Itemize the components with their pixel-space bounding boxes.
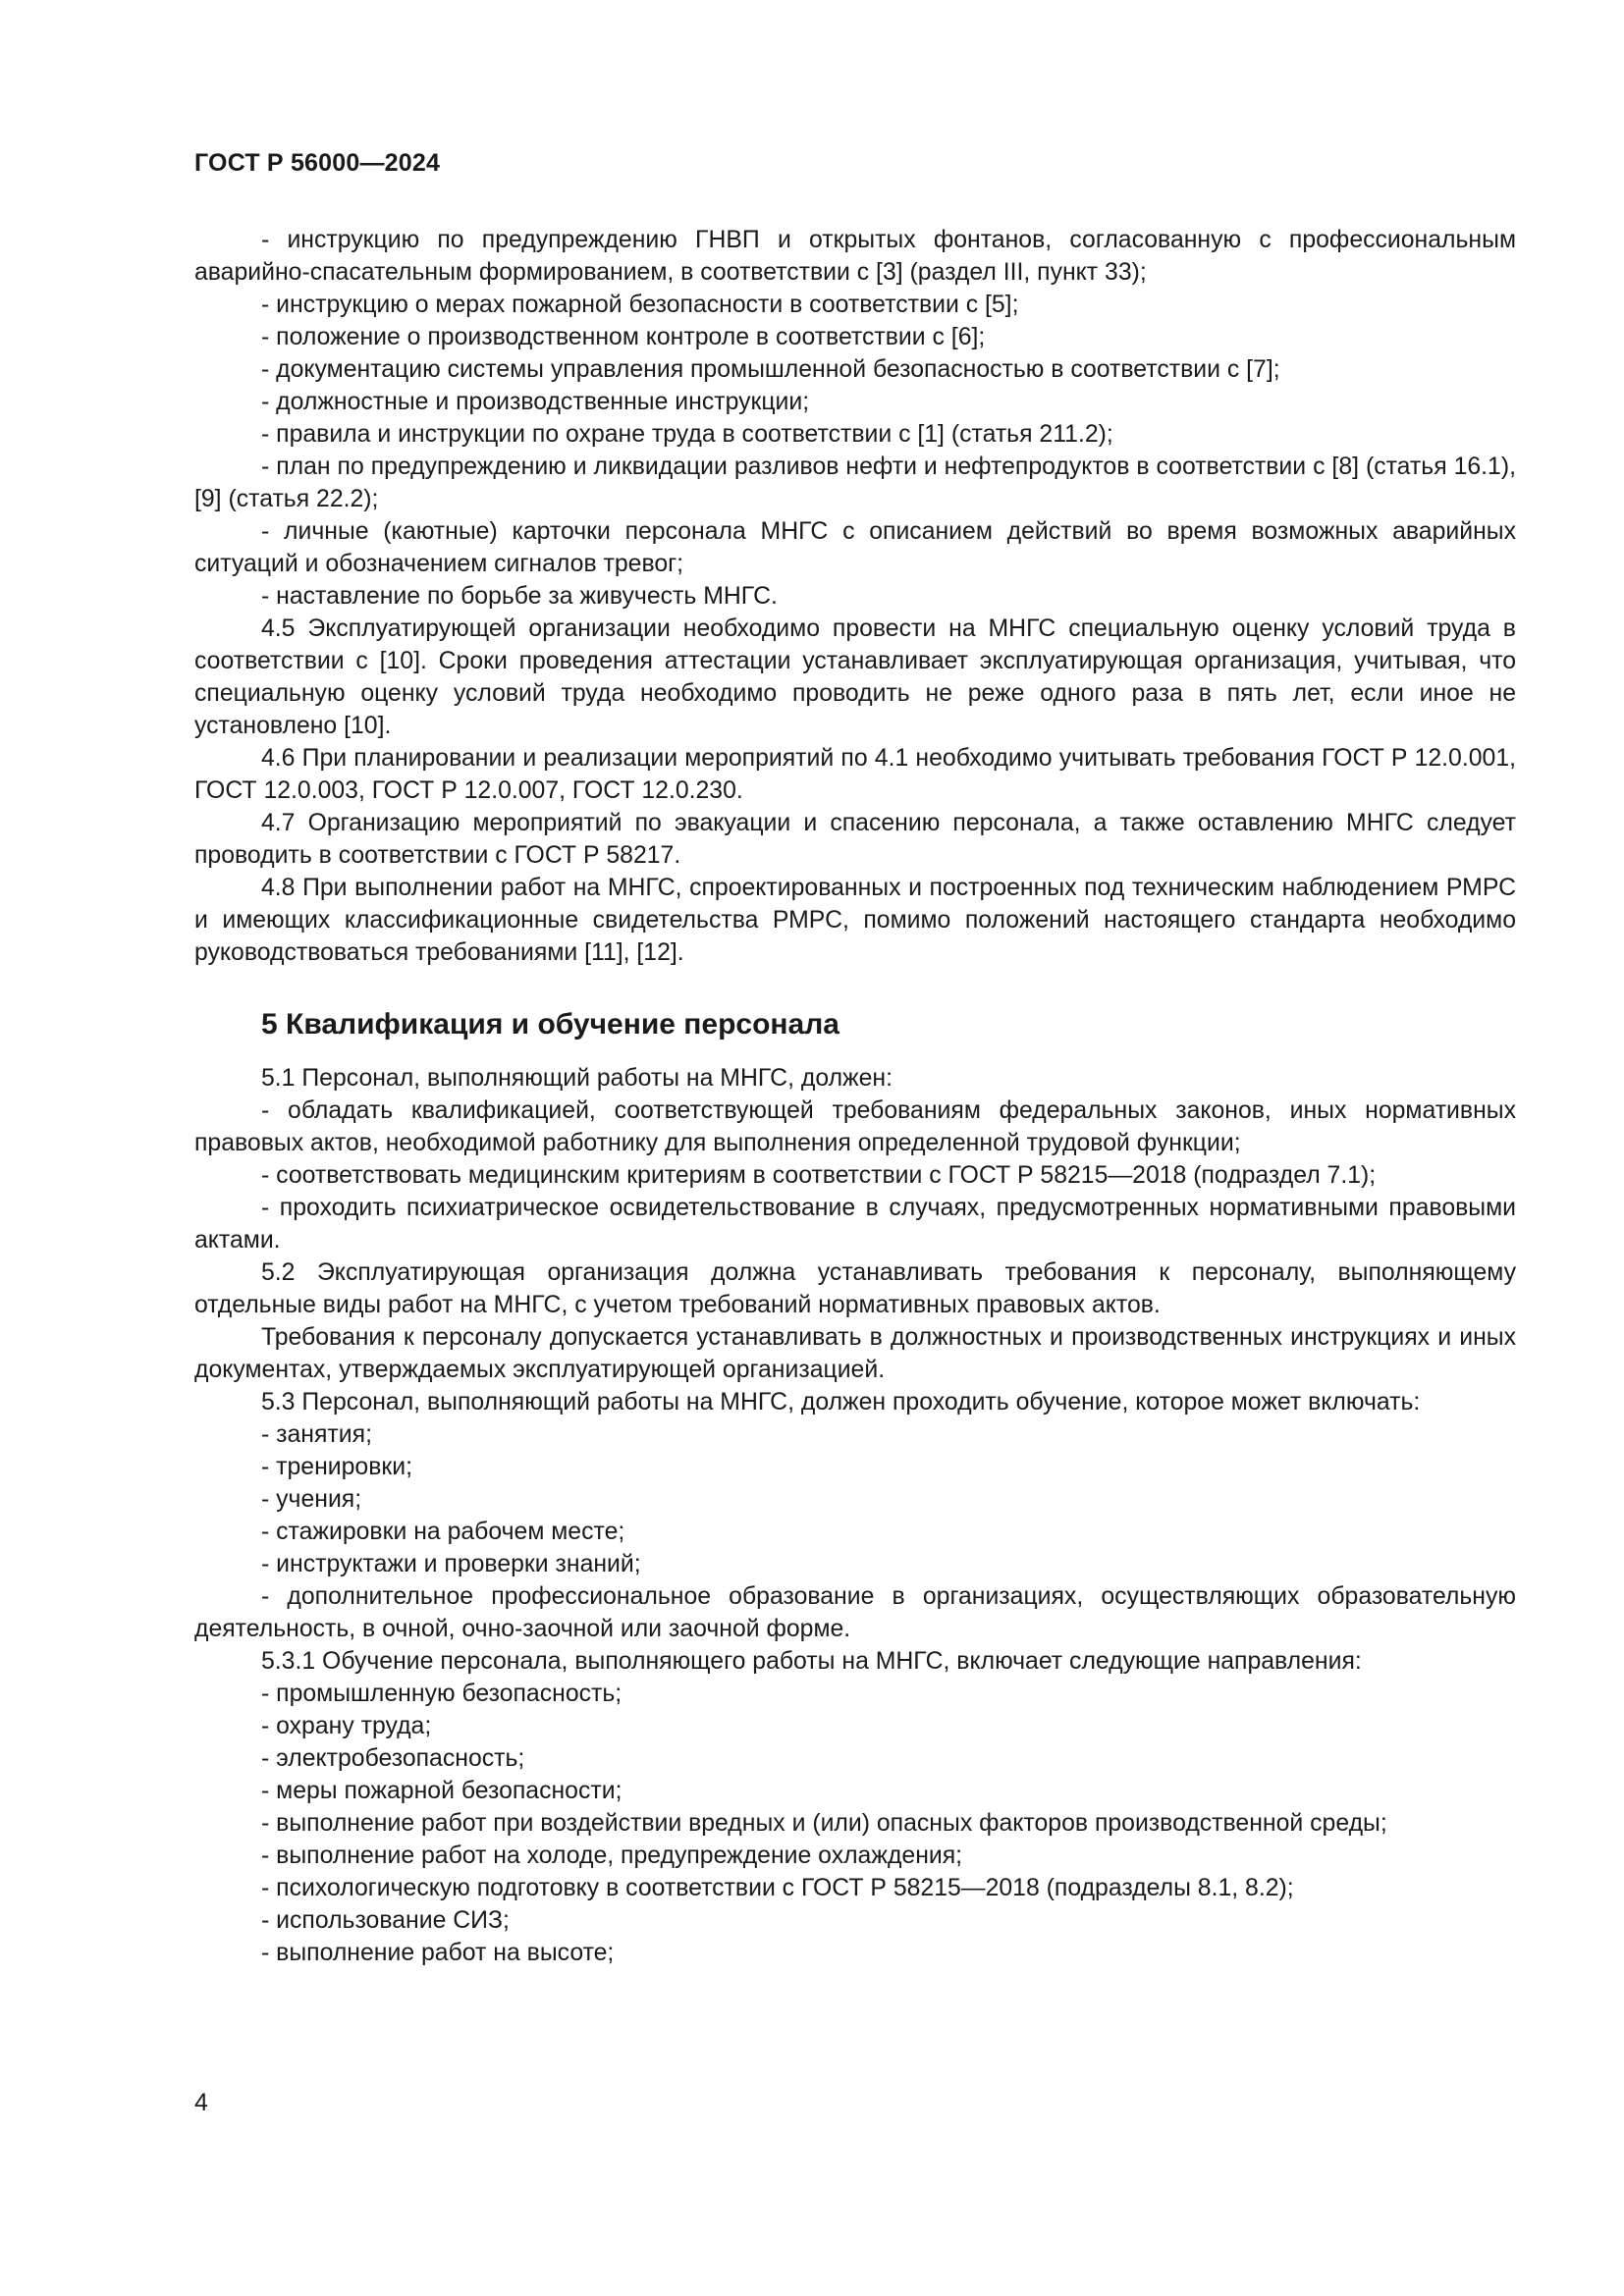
list-item: - выполнение работ на высоте;	[261, 1940, 615, 1966]
clause-5-2-extra: Требования к персоналу допускается устанавливать в должностных и производственных инструкциях и иных документах, утверждаемых эксплуатирующей организацией.	[194, 1324, 1516, 1383]
list-item: - промышленную безопасность;	[261, 1681, 623, 1707]
clause-5-1: 5.1 Персонал, выполняющий работы на МНГС, должен:	[261, 1065, 893, 1092]
list-item: - электробезопасность;	[261, 1745, 525, 1772]
list-item: - стажировки на рабочем месте;	[261, 1519, 625, 1545]
page-number: 4	[194, 2089, 208, 2116]
list-item: - занятия;	[261, 1421, 372, 1448]
list-item: - инструкцию о мерах пожарной безопасности в соответствии с [5];	[261, 292, 1019, 318]
list-item: - учения;	[261, 1486, 362, 1513]
list-item: - документацию системы управления промышленной безопасностью в соответствии с [7];	[261, 356, 1280, 383]
list-item: - соответствовать медицинским критериям в соответствии с ГОСТ Р 58215—2018 (подраздел 7.1);	[261, 1162, 1377, 1189]
list-5-3	[194, 1418, 1516, 1645]
list-item: - использование СИЗ;	[261, 1907, 510, 1934]
list-item: - тренировки;	[261, 1454, 412, 1480]
list-item: - наставление по борьбе за живучесть МНГС.	[261, 583, 778, 610]
clause-4-6: 4.6 При планировании и реализации мероприятий по 4.1 необходимо учитывать требования ГОСТ Р 12.0.001, ГОСТ 12.0.003, ГОСТ Р 12.0.007, ГОСТ 12.0.230.	[194, 745, 1516, 804]
clause-5-3-1: 5.3.1 Обучение персонала, выполняющего работы на МНГС, включает следующие направления:	[261, 1648, 1362, 1675]
list-5-3-1	[194, 1678, 1516, 1969]
list-item: - план по предупреждению и ликвидации разливов нефти и нефтепродуктов в соответствии с [8] (статья 16.1), [9] (статья 22.2);	[194, 454, 1516, 512]
list-item: - меры пожарной безопасности;	[261, 1778, 623, 1804]
list-item: - должностные и производственные инструкции;	[261, 389, 810, 415]
list-item: - положение о производственном контроле в соответствии с [6];	[261, 324, 986, 350]
list-5-1	[194, 1095, 1516, 1256]
list-item: - дополнительное профессиональное образование в организациях, осуществляющих образовательную деятельность, в очной, очно-заочной или заочной форме.	[194, 1583, 1516, 1642]
document-code-header: ГОСТ Р 56000—2024	[194, 149, 441, 177]
intro-list	[194, 224, 1516, 613]
clause-5-2: 5.2 Эксплуатирующая организация должна устанавливать требования к персоналу, выполняющему отдельные виды работ на МНГС, с учетом требований нормативных правовых актов.	[194, 1259, 1516, 1318]
document-body	[194, 224, 1516, 1969]
list-item: - личные (каютные) карточки персонала МНГС с описанием действий во время возможных аварийных ситуаций и обозначением сигналов тревог;	[194, 518, 1516, 577]
clause-4-8: 4.8 При выполнении работ на МНГС, спроектированных и построенных под техническим наблюдением РМРС и имеющих классификационные свидетельства РМРС, помимо положений настоящего стандарта необходимо руководствоваться требованиями [11], [12].	[194, 875, 1516, 966]
list-item: - инструкцию по предупреждению ГНВП и открытых фонтанов, согласованную с профессиональным аварийно-спасательным формированием, в соответствии с [3] (раздел III, пункт 33);	[194, 227, 1516, 286]
list-item: - выполнение работ при воздействии вредных и (или) опасных факторов производственной среды;	[261, 1810, 1387, 1837]
list-item: - психологическую подготовку в соответствии с ГОСТ Р 58215—2018 (подразделы 8.1, 8.2);	[261, 1875, 1294, 1901]
list-item: - охрану труда;	[261, 1713, 432, 1739]
list-item: - проходить психиатрическое освидетельствование в случаях, предусмотренных нормативными правовыми актами.	[194, 1195, 1516, 1254]
list-item: - обладать квалификацией, соответствующей требованиям федеральных законов, иных нормативных правовых актов, необходимой работнику для выполнения определенной трудовой функции;	[194, 1097, 1516, 1156]
list-item: - выполнение работ на холоде, предупреждение охлаждения;	[261, 1842, 963, 1869]
list-item: - правила и инструкции по охране труда в соответствии с [1] (статья 211.2);	[261, 421, 1113, 448]
section-5-heading: 5 Квалификация и обучение персонала	[261, 1008, 839, 1041]
clause-4-5: 4.5 Эксплуатирующей организации необходимо провести на МНГС специальную оценку условий труда в соответствии с [10]. Сроки проведения аттестации устанавливает эксплуатирующая организация, учитывая, что специальную оценку условий труда необходимо проводить не реже одного раза в пять лет, если иное не установлено [10].	[194, 615, 1516, 739]
clause-5-3: 5.3 Персонал, выполняющий работы на МНГС, должен проходить обучение, которое может включать:	[261, 1389, 1421, 1415]
list-item: - инструктажи и проверки знаний;	[261, 1551, 641, 1577]
clause-4-7: 4.7 Организацию мероприятий по эвакуации и спасению персонала, а также оставлению МНГС следует проводить в соответствии с ГОСТ Р 58217.	[194, 810, 1516, 869]
clauses-section-4	[194, 613, 1516, 969]
